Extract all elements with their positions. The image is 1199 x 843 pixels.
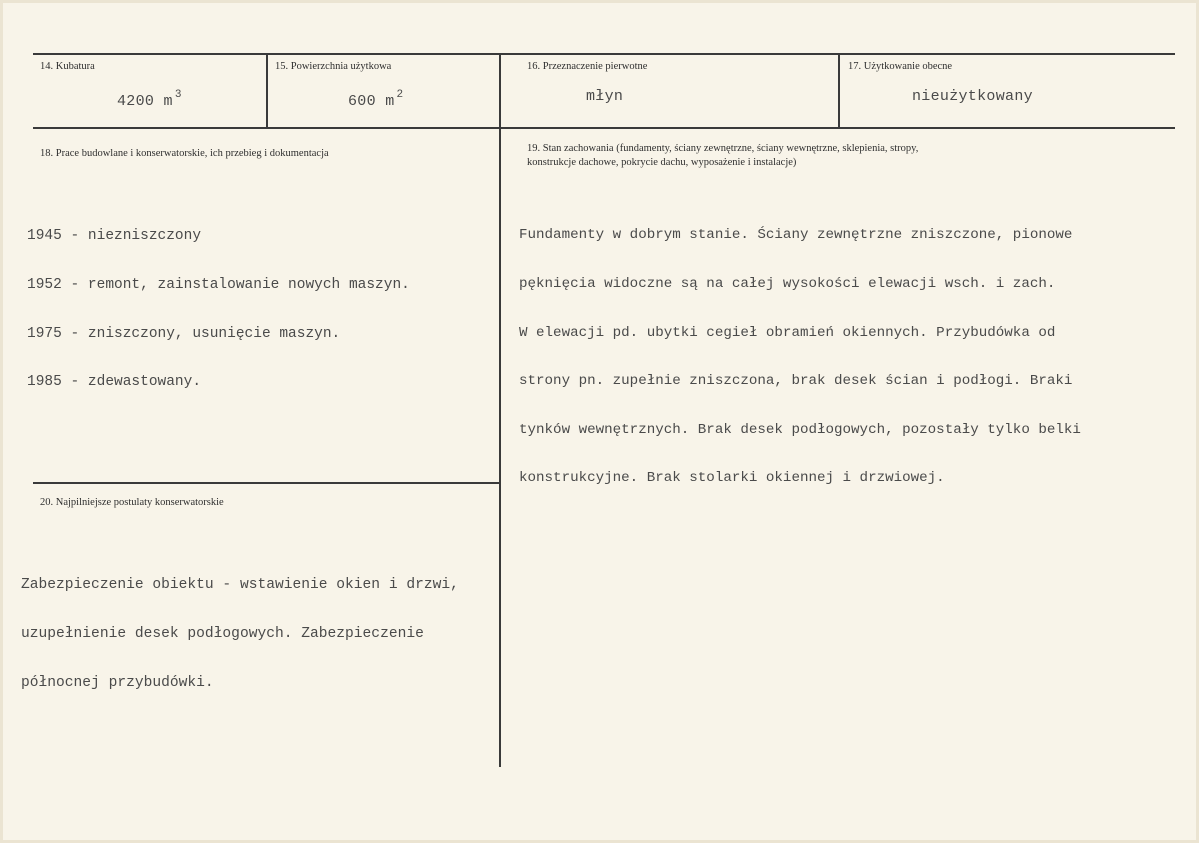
col-divider-14-15 <box>266 53 268 128</box>
postulaty-line: północnej przybudówki. <box>21 674 214 691</box>
prace-line: 1975 - zniszczony, usunięcie maszyn. <box>27 325 341 342</box>
prace-label: 18. Prace budowlane i konserwatorskie, ich przebieg i dokumentacja <box>40 148 329 159</box>
col-divider-16-17 <box>838 53 840 128</box>
powierzchnia-value <box>348 86 403 111</box>
stan-line: tynków wewnętrznych. Brak desek podłogowych, pozostały tylko belki <box>519 421 1081 438</box>
kubatura-number: 4200 m <box>117 93 173 110</box>
section-20-rule <box>33 482 499 484</box>
stan-label-line1: 19. Stan zachowania (fundamenty, ściany zewnętrzne, ściany wewnętrzne, sklepienia, stropy, <box>527 143 919 154</box>
powierzchnia-label: 15. Powierzchnia użytkowa <box>275 61 392 72</box>
stan-line: pęknięcia widoczne są na całej wysokości elewacji wsch. i zach. <box>519 276 1056 293</box>
powierzchnia-exponent: 2 <box>396 89 404 101</box>
kubatura-label: 14. Kubatura <box>40 61 95 72</box>
stan-text <box>519 195 1081 519</box>
postulaty-line: Zabezpieczenie obiektu - wstawienie okien i drzwi, <box>21 577 459 594</box>
row-rule <box>33 127 1175 129</box>
stan-line: Fundamenty w dobrym stanie. Ściany zewnętrzne zniszczone, pionowe <box>519 227 1073 244</box>
stan-line: konstrukcyjne. Brak stolarki okiennej i drzwiowej. <box>519 470 945 487</box>
przeznaczenie-value: młyn <box>586 88 624 105</box>
top-rule <box>33 53 1175 55</box>
stan-label-line2: konstrukcje dachowe, pokrycie dachu, wyposażenie i instalacje) <box>527 157 797 168</box>
uzytkowanie-label: 17. Użytkowanie obecne <box>848 61 953 72</box>
stan-line: strony pn. zupełnie zniszczona, brak desek ścian i podłogi. Braki <box>519 373 1073 390</box>
postulaty-label: 20. Najpilniejsze postulaty konserwatorskie <box>40 497 224 508</box>
uzytkowanie-value: nieużytkowany <box>912 88 1033 105</box>
prace-line: 1985 - zdewastowany. <box>27 374 202 391</box>
przeznaczenie-label: 16. Przeznaczenie pierwotne <box>527 61 648 72</box>
stan-line: W elewacji pd. ubytki cegieł obramień okiennych. Przybudówka od <box>519 324 1056 341</box>
col-divider-main <box>499 53 501 767</box>
prace-text <box>27 196 410 423</box>
prace-line: 1945 - niezniszczony <box>27 228 202 245</box>
postulaty-text <box>21 545 459 723</box>
prace-line: 1952 - remont, zainstalowanie nowych maszyn. <box>27 277 410 294</box>
kubatura-value <box>117 86 182 111</box>
postulaty-line: uzupełnienie desek podłogowych. Zabezpieczenie <box>21 626 424 643</box>
powierzchnia-number: 600 m <box>348 93 395 110</box>
kubatura-exponent: 3 <box>174 89 182 101</box>
